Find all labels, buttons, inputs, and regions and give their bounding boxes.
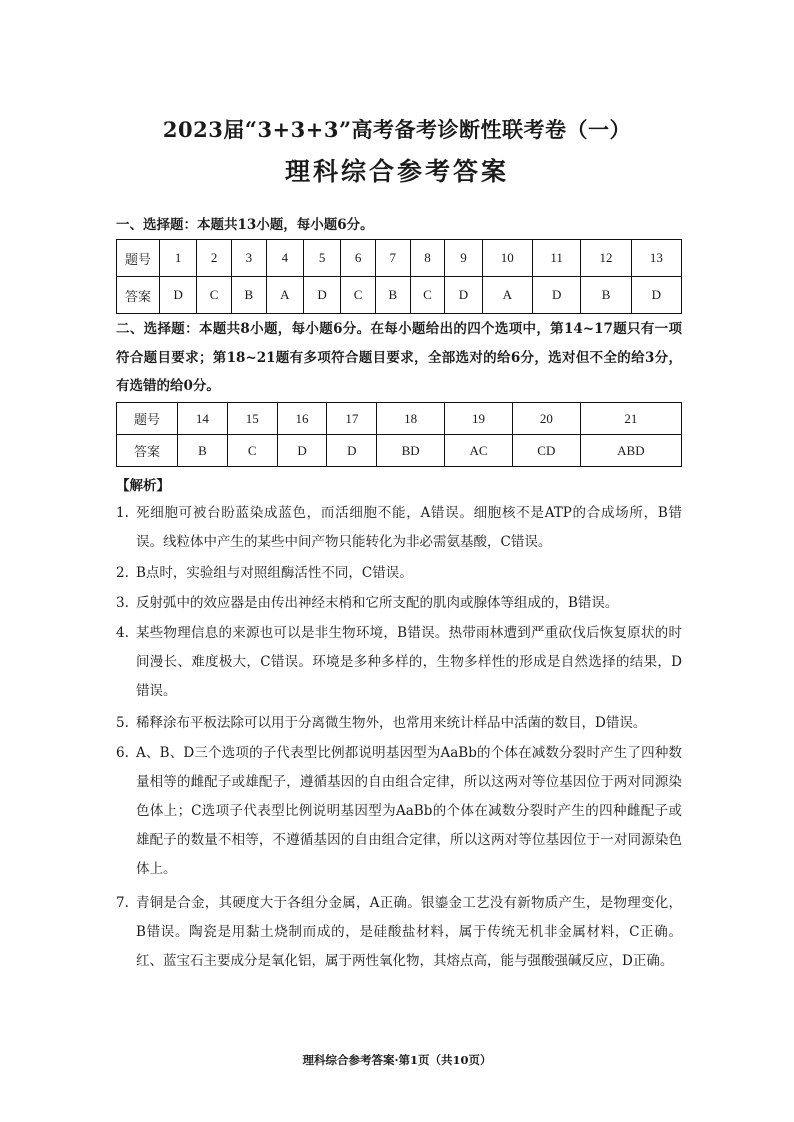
cell: 17: [327, 403, 377, 435]
analysis-item-4: [116, 619, 682, 706]
item-number: 7.: [116, 895, 129, 911]
cell: D: [532, 277, 581, 314]
cell: ABD: [580, 435, 681, 467]
analysis-item-7: [116, 889, 682, 976]
row-label-number: 题号: [117, 240, 160, 277]
cell: 2: [197, 240, 232, 277]
item-text: 某些物理信息的来源也可以是非生物环境，B错误。热带雨林遭到严重砍伐后恢复原状的时间漫长、难度极大，C错误。环境是多种多样的，生物多样性的形成是自然选择的结果，D错误。: [136, 625, 682, 699]
row-label-answer: 答案: [117, 435, 178, 467]
row-label-number: 题号: [117, 403, 178, 435]
item-text: 青铜是合金，其硬度大于各组分金属，A正确。银鎏金工艺没有新物质产生，是物理变化，B错误。陶瓷是用黏土烧制而成的，是硅酸盐材料，属于传统无机非金属材料，C正确。红、蓝宝石主要成分是氧化铝，属于两性氧化物，其熔点高，能与强酸强碱反应，D正确。: [136, 895, 682, 969]
cell: D: [445, 277, 482, 314]
analysis-item-5: [116, 709, 682, 738]
cell: D: [160, 277, 197, 314]
cell: C: [227, 435, 277, 467]
answer-table-1: [116, 239, 682, 314]
cell: C: [341, 277, 376, 314]
cell: 18: [377, 403, 445, 435]
cell: B: [178, 435, 228, 467]
analysis-item-1: [116, 499, 682, 557]
item-number: 2.: [116, 565, 129, 581]
item-number: 6.: [116, 745, 129, 761]
cell: 11: [532, 240, 581, 277]
cell: 4: [266, 240, 303, 277]
cell: C: [197, 277, 232, 314]
cell: 9: [445, 240, 482, 277]
analysis-item-2: [116, 559, 682, 588]
answer-table-2: [116, 402, 682, 467]
cell: 8: [410, 240, 445, 277]
cell: A: [482, 277, 532, 314]
cell: B: [581, 277, 631, 314]
cell: D: [327, 435, 377, 467]
section1-heading: 一、选择题：本题共13小题，每小题6分。: [116, 217, 374, 233]
item-text: 稀释涂布平板法除可以用于分离微生物外，也常用来统计样品中活菌的数目，D错误。: [136, 715, 647, 731]
cell: 1: [160, 240, 197, 277]
item-number: 1.: [116, 505, 129, 521]
cell: AC: [445, 435, 513, 467]
analysis-heading: 【解析】: [116, 478, 170, 494]
cell: 15: [227, 403, 277, 435]
cell: 3: [231, 240, 266, 277]
analysis-item-6: [116, 739, 682, 884]
item-number: 5.: [116, 715, 129, 731]
cell: C: [410, 277, 445, 314]
cell: D: [303, 277, 340, 314]
item-text: 反射弧中的效应器是由传出神经末梢和它所支配的肌肉或腺体等组成的，B错误。: [136, 595, 619, 611]
item-text: 死细胞可被台盼蓝染成蓝色，而活细胞不能，A错误。细胞核不是ATP的合成场所，B错误。线粒体中产生的某些中间产物只能转化为非必需氨基酸，C错误。: [136, 505, 682, 550]
cell: 12: [581, 240, 631, 277]
cell: 13: [631, 240, 681, 277]
item-number: 4.: [116, 625, 129, 641]
item-text: B点时，实验组与对照组酶活性不同，C错误。: [136, 565, 413, 581]
document-title: 2023届“3+3+3”高考备考诊断性联考卷（一）: [162, 117, 632, 142]
item-number: 3.: [116, 595, 129, 611]
cell: 5: [303, 240, 340, 277]
page-footer: 理科综合参考答案·第1页（共10页）: [302, 1053, 492, 1067]
cell: D: [631, 277, 681, 314]
document-subtitle: 理科综合参考答案: [284, 157, 509, 186]
cell: D: [277, 435, 327, 467]
cell: 16: [277, 403, 327, 435]
cell: B: [231, 277, 266, 314]
analysis-item-3: [116, 589, 682, 618]
section2-heading: 二、选择题：本题共8小题，每小题6分。在每小题给出的四个选项中，第14~17题只有一项符合题目要求；第18~21题有多项符合题目要求，全部选对的给6分，选对但不全的给3分，有选错的给0分。: [116, 321, 682, 394]
cell: 21: [580, 403, 681, 435]
cell: 7: [375, 240, 410, 277]
row-label-answer: 答案: [117, 277, 160, 314]
cell: BD: [377, 435, 445, 467]
cell: 10: [482, 240, 532, 277]
cell: 19: [445, 403, 513, 435]
cell: 6: [341, 240, 376, 277]
cell: A: [266, 277, 303, 314]
cell: B: [375, 277, 410, 314]
item-text: A、B、D三个选项的子代表型比例都说明基因型为AaBb的个体在减数分裂时产生了四种数量相等的雌配子或雄配子，遵循基因的自由组合定律，所以这两对等位基因位于两对同源染色体上；C选项子代表型比例说明基因型为AaBb的个体在减数分裂时产生的四种雌配子或雄配子的数量不相等，不遵循基因的自由组合定律，所以这两对等位基因位于一对同源染色体上。: [136, 745, 682, 877]
cell: 14: [178, 403, 228, 435]
cell: 20: [512, 403, 580, 435]
cell: CD: [512, 435, 580, 467]
